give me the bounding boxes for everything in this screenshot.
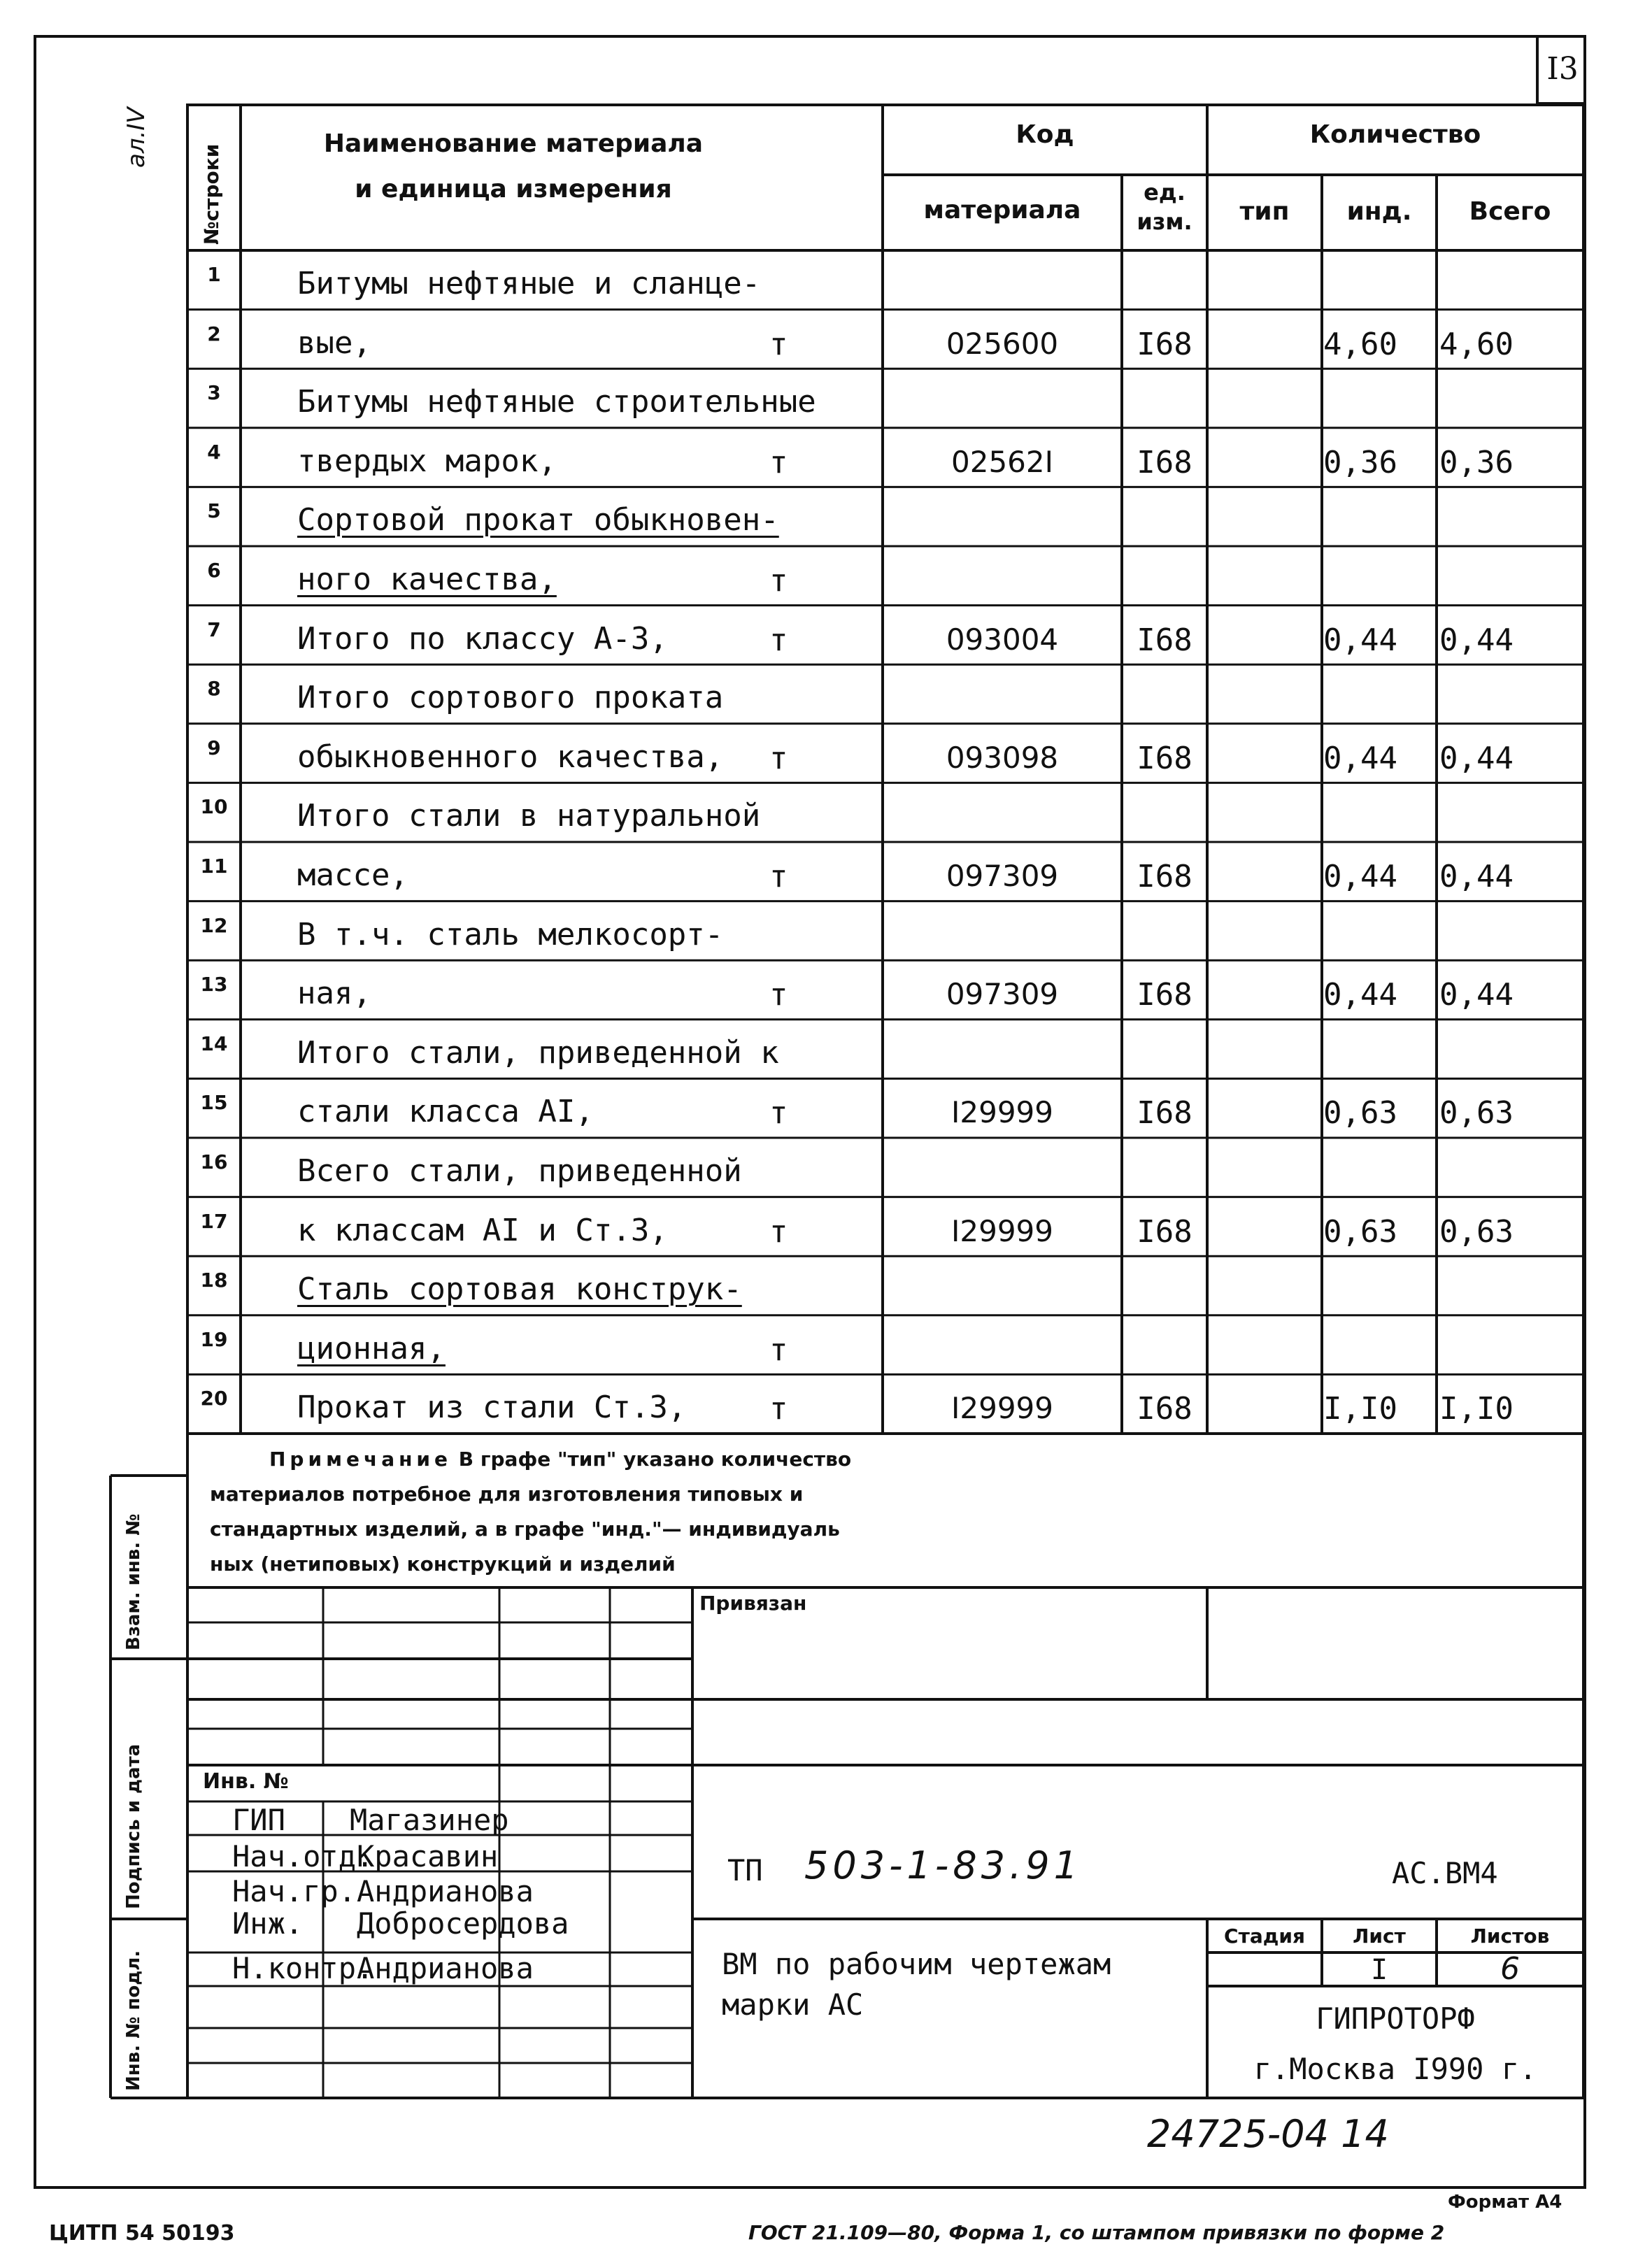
row-number: 11: [200, 855, 228, 878]
row-code: I29999: [951, 1213, 1053, 1248]
row-name: ного качества,: [297, 562, 557, 597]
footer-left: ЦИТП 54 50193: [49, 2221, 235, 2246]
note-line-2: материалов потребное для изготовления типовых и: [210, 1483, 804, 1506]
header-row-no-label: №строки: [200, 143, 223, 245]
row-number: 4: [207, 440, 221, 464]
row-number: 16: [200, 1150, 228, 1173]
row-number: 18: [200, 1269, 228, 1292]
document-title-2: марки АС: [722, 1987, 864, 2022]
note-text-1: В графе "тип" указано количество: [458, 1448, 852, 1471]
note-label: Примечание: [269, 1448, 453, 1471]
privyazan-label: Привязан: [699, 1592, 807, 1615]
row-number: 7: [207, 617, 221, 641]
sheet-label: Лист: [1353, 1925, 1406, 1948]
row-unit-code: I68: [1137, 740, 1192, 776]
archive-number: 24725-04 14: [1147, 2112, 1389, 2156]
signatory-name: Андрианова: [357, 1951, 534, 1985]
header-quantity: Количество: [1309, 120, 1481, 149]
header-name-line2: и единица измерения: [355, 175, 672, 204]
signatory-role: Инж.: [232, 1906, 304, 1941]
row-number: 19: [200, 1327, 228, 1351]
row-qty-total: I,I0: [1439, 1391, 1514, 1427]
header-qty-total: Всего: [1469, 197, 1551, 226]
signatory-name: Андрианова: [357, 1874, 534, 1908]
row-qty-total: 0,63: [1439, 1095, 1514, 1132]
row-name: В т.ч. сталь мелкосорт-: [297, 916, 724, 952]
row-number: 15: [200, 1091, 228, 1115]
row-name: к классам АI и Ст.3,: [297, 1212, 668, 1248]
row-unit: т: [769, 563, 788, 599]
row-qty-ind: I,I0: [1323, 1391, 1397, 1427]
row-unit-code: I68: [1137, 1213, 1192, 1250]
header-code-material: материала: [923, 196, 1081, 224]
row-unit-code: I68: [1137, 859, 1192, 894]
row-qty-total: 0,44: [1439, 977, 1514, 1013]
row-qty-ind: 0,44: [1323, 740, 1397, 776]
row-name: вые,: [297, 324, 371, 361]
row-number: 12: [200, 913, 228, 937]
row-unit: т: [769, 1095, 788, 1132]
row-qty-ind: 0,63: [1323, 1095, 1397, 1132]
row-code: I29999: [951, 1095, 1053, 1130]
row-name: Итого по классу А-3,: [297, 620, 668, 657]
sheet-number: I3: [1536, 35, 1586, 105]
document-title-1: ВМ по рабочим чертежам: [722, 1947, 1111, 1981]
format-label: Формат А4: [1448, 2192, 1562, 2213]
signatory-row: [0, 1839, 692, 1873]
row-name: Прокат из стали Ст.3,: [297, 1390, 687, 1426]
row-number: 5: [207, 499, 221, 523]
signatory-name: Красавин: [357, 1839, 499, 1873]
note-line-4: ных (нетиповых) конструкций и изделий: [210, 1552, 676, 1576]
row-qty-total: 0,44: [1439, 622, 1514, 658]
row-code: 093098: [946, 740, 1059, 775]
signatory-row: [0, 1906, 692, 1940]
row-qty-total: 0,44: [1439, 740, 1514, 776]
row-name: Битумы нефтяные строительные: [297, 384, 816, 420]
header-qty-type: тип: [1239, 197, 1290, 226]
sheet-value: I: [1370, 1954, 1388, 1986]
row-qty-ind: 4,60: [1323, 326, 1397, 362]
margin-mark: ал.IV: [122, 107, 150, 168]
row-name: Сортовой прокат обыкновен-: [297, 502, 779, 538]
row-unit-code: I68: [1137, 444, 1192, 480]
row-number: 13: [200, 973, 228, 997]
signatory-role: ГИП: [232, 1803, 285, 1837]
row-unit: т: [769, 859, 788, 894]
row-name: Всего стали, приведенной: [297, 1153, 742, 1189]
row-name: ционная,: [297, 1330, 446, 1366]
signatory-row: [0, 1874, 692, 1908]
row-code: 093004: [946, 622, 1059, 657]
row-number: 6: [207, 559, 221, 582]
organization: ГИПРОТОРФ: [1316, 2001, 1475, 2036]
row-number: 20: [200, 1387, 228, 1411]
row-unit-code: I68: [1137, 1391, 1192, 1427]
header-code-unit-1: ед.: [1144, 179, 1185, 206]
row-code: 097309: [946, 977, 1059, 1012]
row-unit: т: [769, 1213, 788, 1250]
row-name: Итого стали в натуральной: [297, 798, 761, 834]
row-name: Сталь сортовая конструк-: [297, 1271, 742, 1308]
header-qty-ind: инд.: [1346, 197, 1412, 226]
header-name-line1: Наименование материала: [323, 129, 704, 158]
row-unit: т: [769, 444, 788, 480]
row-qty-ind: 0,36: [1323, 444, 1397, 480]
row-number: 8: [207, 677, 221, 701]
project-code: 503-1-83.91: [804, 1843, 1082, 1887]
row-qty-ind: 0,44: [1323, 622, 1397, 658]
header-code-unit-2: изм.: [1137, 208, 1192, 235]
row-unit-code: I68: [1137, 1095, 1192, 1132]
city-year: г.Москва I990 г.: [1253, 2052, 1537, 2086]
row-unit: т: [769, 977, 788, 1013]
row-unit-code: I68: [1137, 622, 1192, 658]
header-code: Код: [1016, 120, 1074, 149]
row-code: I29999: [951, 1391, 1053, 1426]
stage-label: Стадия: [1224, 1925, 1305, 1948]
row-unit: т: [769, 740, 788, 776]
row-qty-total: 0,36: [1439, 444, 1514, 480]
signatory-name: Магазинер: [350, 1803, 509, 1837]
sheets-value: 6: [1500, 1951, 1520, 1987]
side-label-vzam: Взам. инв. №: [123, 1513, 144, 1650]
signatory-role: Нач.отд.: [232, 1839, 374, 1873]
signatory-row: [0, 1803, 692, 1836]
signatory-row: [0, 1951, 692, 1985]
row-number: 1: [207, 263, 221, 286]
row-number: 10: [200, 795, 228, 819]
row-qty-total: 4,60: [1439, 326, 1514, 362]
footer-right: ГОСТ 21.109—80, Форма 1, со штампом привязки по форме 2: [748, 2221, 1445, 2244]
row-name: стали класса АI,: [297, 1094, 594, 1130]
row-qty-ind: 0,44: [1323, 859, 1397, 894]
row-name: массе,: [297, 857, 408, 893]
side-label-inv-podl: Инв. № подл.: [123, 1950, 144, 2091]
row-number: 9: [207, 736, 221, 759]
row-unit: т: [769, 1332, 788, 1368]
document-mark: АС.ВМ4: [1392, 1856, 1498, 1890]
row-unit: т: [769, 622, 788, 658]
project-prefix: ТП: [727, 1853, 763, 1887]
signatory-name: Добросердова: [357, 1906, 569, 1941]
row-unit: т: [769, 326, 788, 362]
row-name: Итого стали, приведенной к: [297, 1034, 779, 1071]
row-number: 17: [200, 1209, 228, 1233]
row-code: 025600: [946, 326, 1059, 361]
row-name: ная,: [297, 976, 371, 1012]
row-name: Итого сортового проката: [297, 680, 724, 716]
signatory-role: Н.контр.: [232, 1951, 374, 1985]
signatory-role: Нач.гр.: [232, 1874, 357, 1908]
row-name: Битумы нефтяные и сланце-: [297, 266, 761, 301]
row-qty-ind: 0,44: [1323, 977, 1397, 1013]
row-code: 02562I: [951, 444, 1053, 479]
row-qty-total: 0,44: [1439, 859, 1514, 894]
row-code: 097309: [946, 859, 1059, 893]
sheets-label: Листов: [1470, 1925, 1550, 1948]
note-line-3: стандартных изделий, а в графе "инд."— индивидуаль: [210, 1518, 840, 1541]
row-unit-code: I68: [1137, 326, 1192, 362]
row-name: твердых марок,: [297, 443, 557, 479]
row-number: 14: [200, 1031, 228, 1055]
row-number: 2: [207, 322, 221, 345]
row-unit: т: [769, 1391, 788, 1427]
row-number: 3: [207, 381, 221, 405]
row-name: обыкновенного качества,: [297, 738, 724, 775]
inv-no-label: Инв. №: [203, 1769, 289, 1794]
row-unit-code: I68: [1137, 977, 1192, 1013]
row-qty-ind: 0,63: [1323, 1213, 1397, 1250]
side-label-podpis: Подпись и дата: [123, 1743, 144, 1909]
row-qty-total: 0,63: [1439, 1213, 1514, 1250]
